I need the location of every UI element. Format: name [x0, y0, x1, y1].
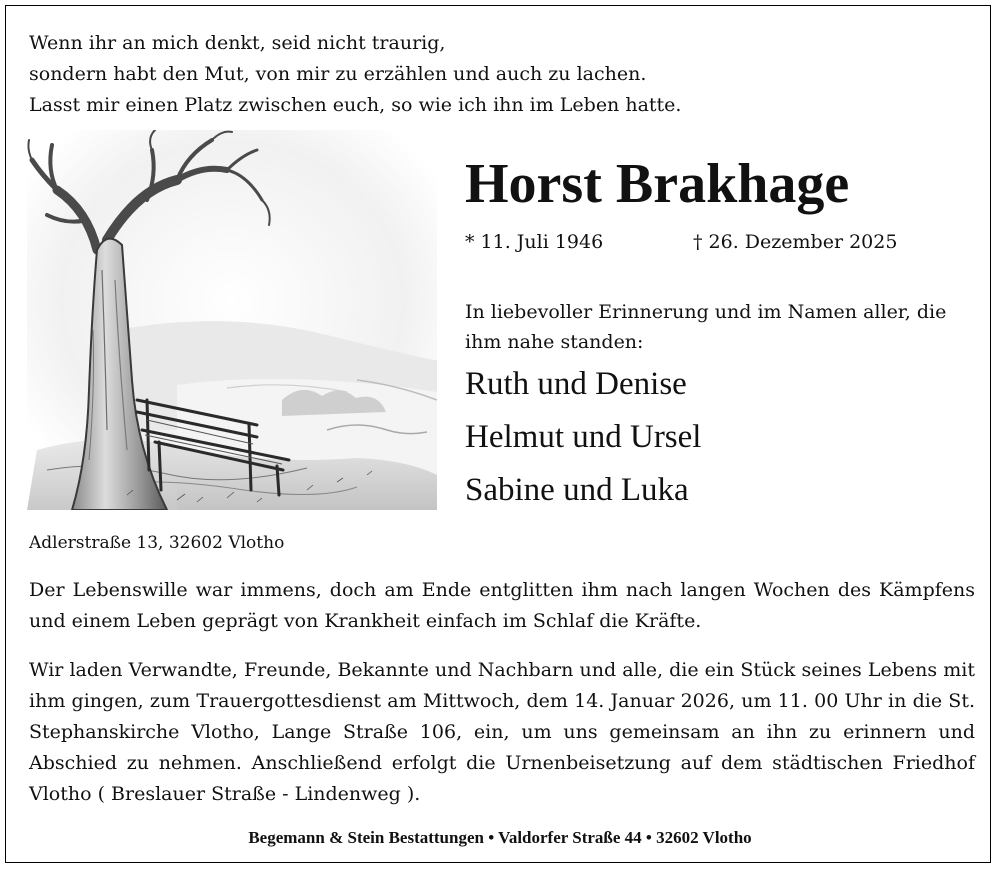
mourner-name: Helmut und Ursel	[465, 419, 702, 455]
tribute-paragraph: Der Lebenswille war immens, doch am Ende entglitten ihm nach langen Wochen des Kämpfens und einem Leben geprägt von Krankheit einfach im Schlaf die Kräfte.	[29, 579, 975, 632]
remembrance-text: In liebevoller Erinnerung und im Namen aller, die ihm nahe standen:	[465, 301, 947, 353]
birth-date: * 11. Juli 1946	[465, 231, 604, 253]
mourner-name: Ruth und Denise	[465, 366, 687, 402]
family-address: Adlerstraße 13, 32602 Vlotho	[29, 533, 285, 553]
poem	[29, 28, 681, 121]
mourner-name: Sabine und Luka	[465, 472, 689, 508]
tree-and-bench-illustration	[27, 130, 437, 510]
deceased-name: Horst Brakhage	[465, 153, 850, 215]
poem-line-3: Lasst mir einen Platz zwischen euch, so wie ich ihn im Leben hatte.	[29, 94, 682, 116]
poem-line-2: sondern habt den Mut, von mir zu erzählen und auch zu lachen.	[29, 63, 647, 85]
death-date: † 26. Dezember 2025	[693, 231, 898, 253]
funeral-home-footer: Begemann & Stein Bestattungen • Valdorfer Straße 44 • 32602 Vlotho	[248, 828, 752, 847]
service-invitation-paragraph: Wir laden Verwandte, Freunde, Bekannte und Nachbarn und alle, die ein Stück seines Lebens mit ihm gingen, zum Trauergottesdienst am Mittwoch, dem 14. Januar 2026, um 11. 00 Uhr in die St. Stephanskirche Vlotho, Lange Straße 106, ein, um uns gemeinsam an ihn zu erinnern und Abschied zu nehmen. Anschließend erfolgt die Urnenbeisetzung auf dem städtischen Friedhof Vlotho ( Breslauer Straße - Lindenweg ).	[29, 659, 975, 805]
mourners-list	[465, 358, 701, 517]
poem-line-1: Wenn ihr an mich denkt, seid nicht traurig,	[29, 32, 446, 54]
